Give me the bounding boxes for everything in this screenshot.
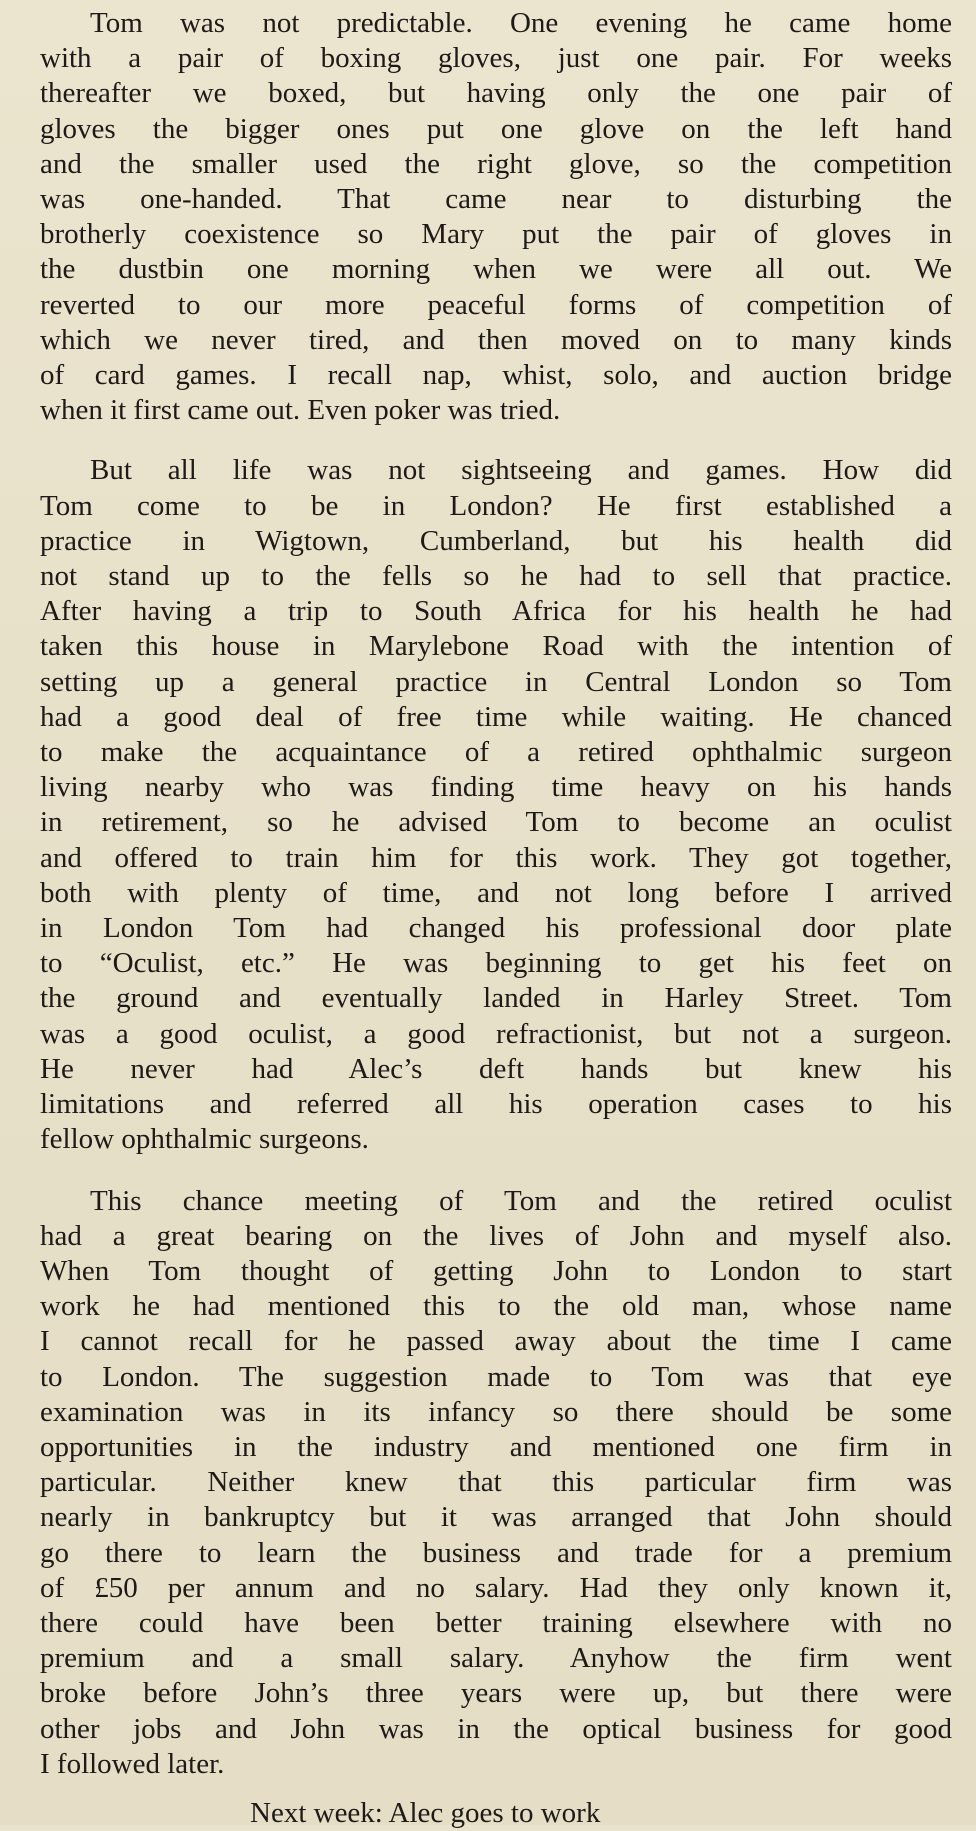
text-line: and offered to train him for this work. They got together, [40, 841, 952, 874]
text-line: limitations and referred all his operation cases to his [40, 1088, 952, 1121]
text-line: particular. Neither knew that this particular firm was [40, 1466, 952, 1499]
paragraph-1 [40, 6, 952, 428]
text-line: was one-handed. That came near to disturbing the [40, 183, 952, 216]
text-line: the ground and eventually landed in Harley Street. Tom [40, 982, 952, 1015]
text-line: premium and a small salary. Anyhow the firm went [40, 1642, 952, 1675]
text-line: opportunities in the industry and mentioned one firm in [40, 1430, 952, 1463]
text-line: both with plenty of time, and not long before I arrived [40, 876, 952, 909]
text-line: setting up a general practice in Central London so Tom [40, 665, 952, 698]
text-line: to “Oculist, etc.” He was beginning to get his feet on [40, 947, 952, 980]
text-line: of £50 per annum and no salary. Had they only known it, [40, 1571, 952, 1604]
text-line: thereafter we boxed, but having only the one pair of [40, 77, 952, 110]
paragraph-gap [40, 428, 952, 453]
text-line: But all life was not sightseeing and games. How did [90, 454, 952, 487]
next-week-teaser: Next week: Alec goes to work [250, 1797, 601, 1829]
text-line: reverted to our more peaceful forms of competition of [40, 288, 952, 321]
text-line: taken this house in Marylebone Road with the intention of [40, 630, 952, 663]
paragraph-3 [40, 1184, 952, 1782]
text-line: and the smaller used the right glove, so the competition [40, 147, 952, 180]
text-line: He never had Alec’s deft hands but knew his [40, 1052, 952, 1085]
text-line: Tom come to be in London? He first established a [40, 489, 952, 522]
text-line: to London. The suggestion made to Tom was that eye [40, 1360, 952, 1393]
text-line: the dustbin one morning when we were all out. We [40, 253, 952, 286]
text-line: I followed later. [40, 1747, 225, 1780]
text-line: go there to learn the business and trade for a premium [40, 1536, 952, 1569]
text-line: fellow ophthalmic surgeons. [40, 1123, 369, 1156]
text-line: when it first came out. Even poker was tried. [40, 394, 561, 427]
text-line: was a good oculist, a good refractionist, but not a surgeon. [40, 1017, 952, 1050]
text-line: in London Tom had changed his professional door plate [40, 912, 952, 945]
text-line: Tom was not predictable. One evening he came home [90, 7, 952, 39]
text-line: brotherly coexistence so Mary put the pair of gloves in [40, 218, 952, 251]
paragraph-2 [40, 453, 952, 1157]
text-line: After having a trip to South Africa for his health he had [40, 595, 952, 628]
text-line: there could have been better training elsewhere with no [40, 1606, 952, 1639]
text-line: I cannot recall for he passed away about the time I came [40, 1325, 952, 1358]
text-line: had a great bearing on the lives of John and myself also. [40, 1219, 952, 1252]
text-line: This chance meeting of Tom and the retired oculist [90, 1184, 952, 1217]
text-line: practice in Wigtown, Cumberland, but his health did [40, 524, 952, 557]
text-line: with a pair of boxing gloves, just one pair. For weeks [40, 42, 952, 75]
text-line: of card games. I recall nap, whist, solo, and auction bridge [40, 359, 952, 392]
text-line: nearly in bankruptcy but it was arranged that John should [40, 1501, 952, 1534]
text-line: gloves the bigger ones put one glove on the left hand [40, 112, 952, 145]
text-line: work he had mentioned this to the old man, whose name [40, 1290, 952, 1323]
text-line: broke before John’s three years were up, but there were [40, 1677, 952, 1710]
article-column [40, 6, 952, 1782]
text-line: not stand up to the fells so he had to sell that practice. [40, 560, 952, 593]
text-line: had a good deal of free time while waiting. He chanced [40, 700, 952, 733]
text-line: in retirement, so he advised Tom to become an oculist [40, 806, 952, 839]
paragraph-gap [40, 1158, 952, 1184]
text-line: living nearby who was finding time heavy on his hands [40, 771, 952, 804]
text-line: which we never tired, and then moved on to many kinds [40, 323, 952, 356]
text-line: other jobs and John was in the optical business for good [40, 1712, 952, 1745]
text-line: When Tom thought of getting John to London to start [40, 1254, 952, 1287]
text-line: examination was in its infancy so there should be some [40, 1395, 952, 1428]
text-line: to make the acquaintance of a retired ophthalmic surgeon [40, 736, 952, 769]
